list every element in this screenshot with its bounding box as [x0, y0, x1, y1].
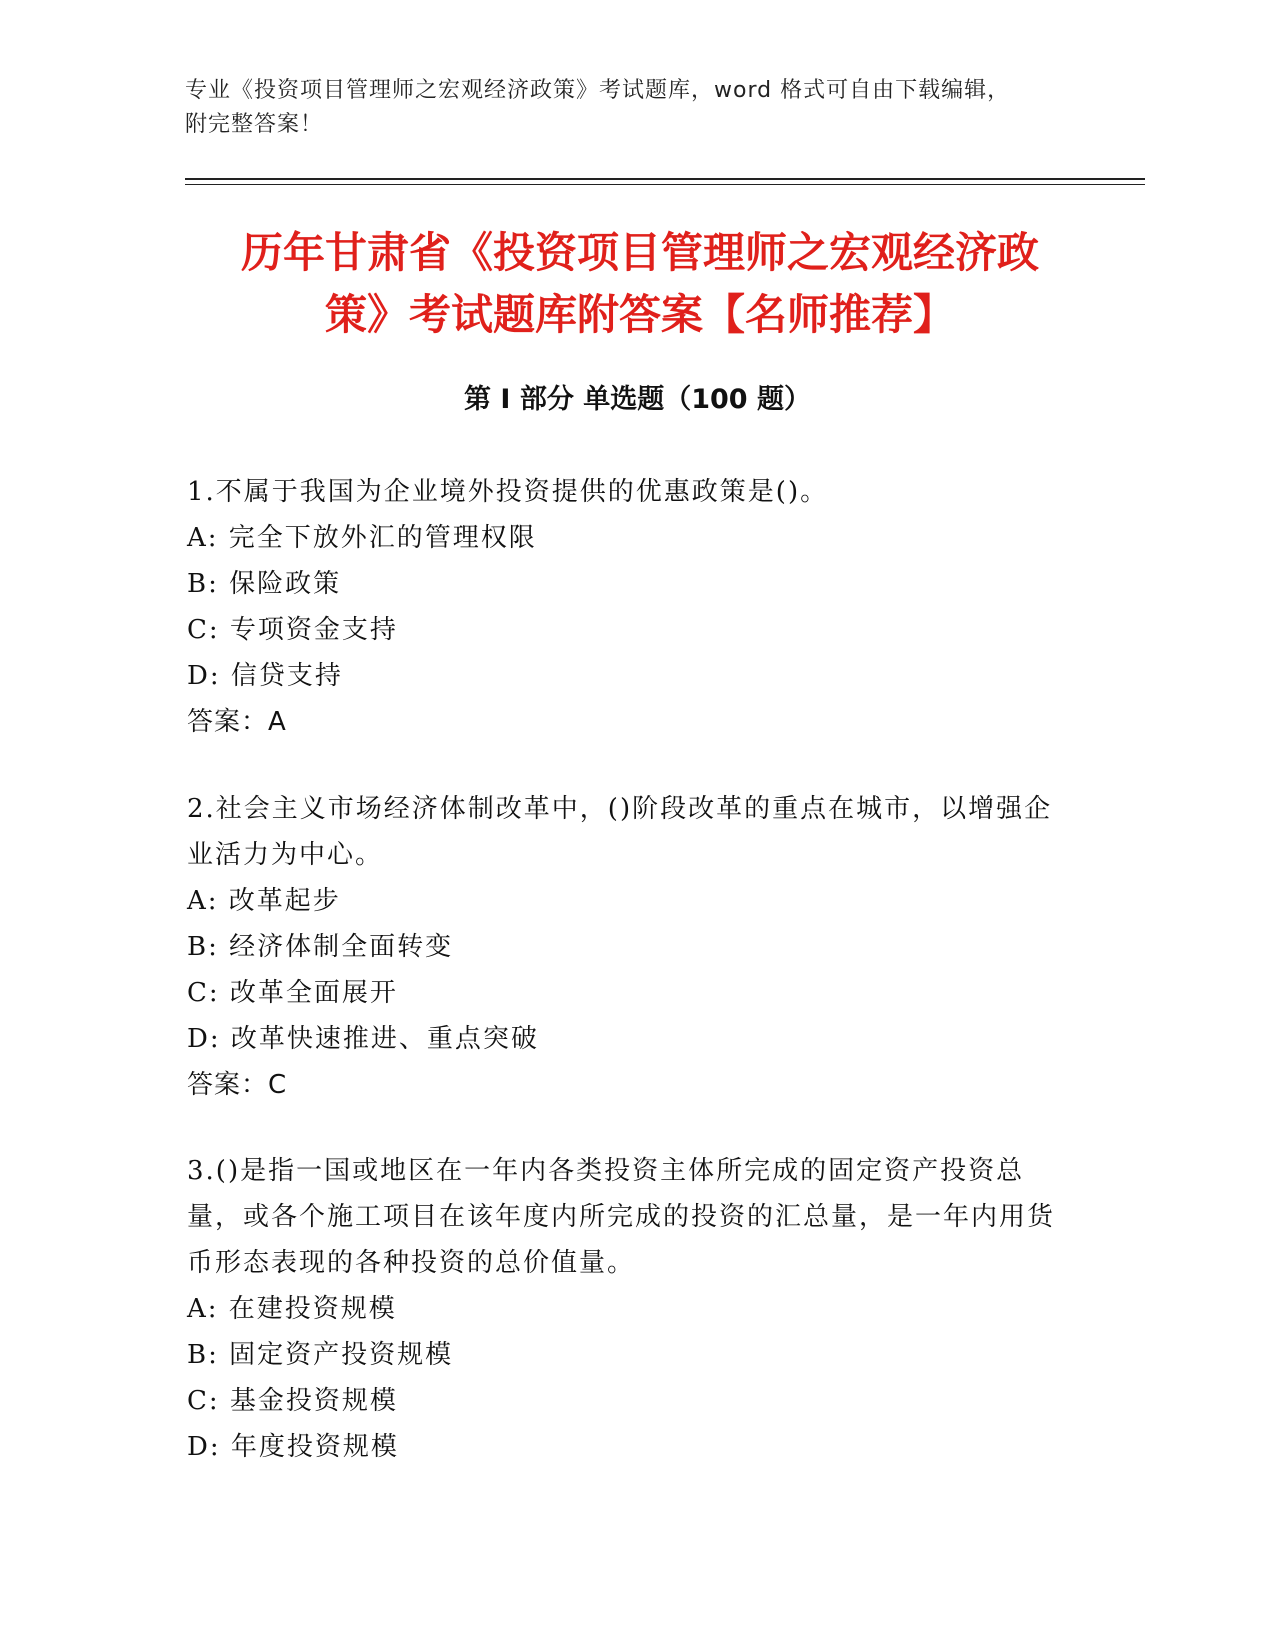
question-1: [187, 469, 1057, 745]
question-stem: 2.社会主义市场经济体制改革中，()阶段改革的重点在城市，以增强企业活力为中心。: [187, 794, 1053, 870]
option-d: D: 改革快速推进、重点突破: [187, 1024, 539, 1054]
question-2: [187, 786, 1057, 1108]
option-b: B: 经济体制全面转变: [187, 932, 454, 962]
question-3: [187, 1148, 1057, 1470]
option-a: A: 在建投资规模: [187, 1294, 397, 1324]
question-stem: 1.不属于我国为企业境外投资提供的优惠政策是()。: [187, 477, 829, 507]
document-title: [160, 222, 1120, 346]
answer: 答案：A: [187, 707, 287, 737]
option-a: A: 完全下放外汇的管理权限: [187, 523, 537, 553]
option-d: D: 年度投资规模: [187, 1432, 399, 1462]
option-a: A: 改革起步: [187, 886, 341, 916]
option-c: C: 基金投资规模: [187, 1386, 398, 1416]
option-b: B: 保险政策: [187, 569, 342, 599]
question-stem: 3.()是指一国或地区在一年内各类投资主体所完成的固定资产投资总量，或各个施工项目在该年度内所完成的投资的汇总量，是一年内用货币形态表现的各种投资的总价值量。: [187, 1156, 1056, 1278]
option-c: C: 专项资金支持: [187, 615, 398, 645]
header-divider-thick: [185, 178, 1145, 180]
option-b: B: 固定资产投资规模: [187, 1340, 454, 1370]
header-note-line-2: 附完整答案！: [185, 112, 324, 137]
header-divider-thin: [185, 184, 1145, 185]
header-note: [185, 74, 1085, 142]
option-c: C: 改革全面展开: [187, 978, 398, 1008]
answer: 答案：C: [187, 1070, 288, 1100]
document-title-line-2: 策》考试题库附答案【名师推荐】: [324, 290, 955, 339]
header-note-line-1: 专业《投资项目管理师之宏观经济政策》考试题库，word 格式可自由下载编辑，: [185, 78, 1011, 103]
section-title: 第 I 部分 单选题（100 题）: [463, 384, 811, 415]
option-d: D: 信贷支持: [187, 661, 343, 691]
document-title-line-1: 历年甘肃省《投资项目管理师之宏观经济政: [240, 228, 1039, 277]
